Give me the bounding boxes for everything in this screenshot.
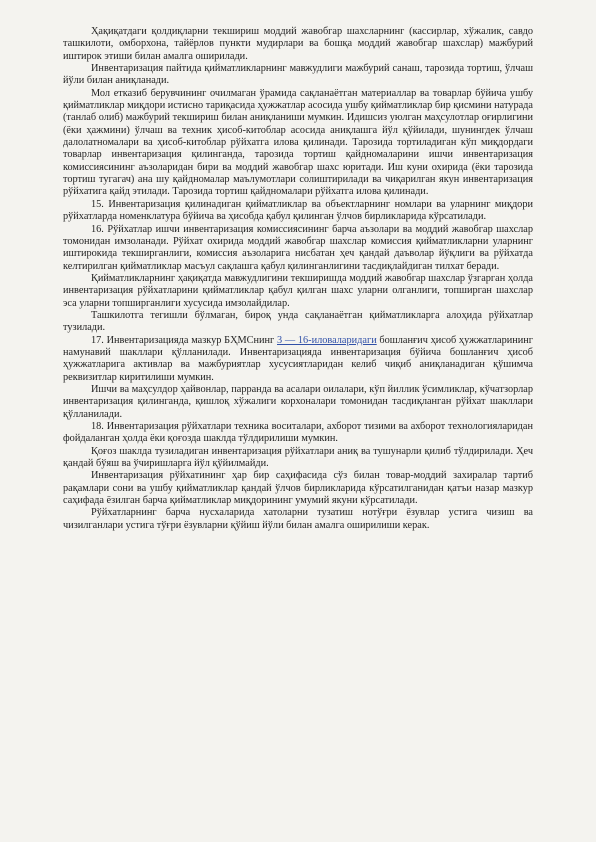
paragraph-text: 17. Инвентаризацияда мазкур БҲМСнинг bbox=[91, 334, 277, 346]
paragraph-text: бошланғич ҳисоб ҳужжатларининг намунавий шакллари қўлланилади. Инвентаризацияда инвентаризация бўйича бошланғич ҳисоб ҳужжатларига активлар ва мажбуриятлар хусусиятларидан келиб чиқиб аниқланадиган қўшимча реквизитлар киритилиши мумкин. bbox=[63, 334, 533, 383]
paragraph: Қоғоз шаклда тузиладиган инвентаризация рўйхатлари аниқ ва тушунарли қилиб тўлдирилади. Ҳеч қандай бўяш ва ўчиришларга йўл қўйилмайди. bbox=[63, 445, 533, 470]
paragraph: Қийматликларнинг ҳақиқатда мавжудлигини текширишда моддий жавобгар шахслар ўзгарган ҳолда инвентаризация рўйхатларини қийматликлар қабул қилган шахс уларни олганлиги, топширган шахслар эса уларни топширганлиги хусусида имзолайдилар. bbox=[63, 272, 533, 309]
appendix-reference-link[interactable]: 3 — 16-иловаларидаги bbox=[277, 334, 377, 346]
paragraph: Инвентаризация пайтида қийматликларнинг мавжудлиги мажбурий санаш, тарозида тортиш, ўлчаш йўли билан аниқланади. bbox=[63, 63, 533, 87]
paragraph: Инвентаризация рўйхатининг ҳар бир саҳифасида сўз билан товар-моддий захиралар тартиб рақамлари сони ва ушбу қийматликлар қандай ўлчов бирликларида кўрсатилганидан қатъи назар мазкур саҳифада ёзилган барча қийматликлар миқдорининг умумий якуни кўрсатилади. bbox=[63, 470, 533, 507]
paragraph: Ишчи ва маҳсулдор ҳайвонлар, парранда ва асалари оилалари, кўп йиллик ўсимликлар, кўчатзорлар инвентаризация қилинганда, қишлоқ хўжалиги корхоналари томонидан тасдиқланган рўйхат шакллари қўлланилади. bbox=[63, 383, 533, 420]
paragraph: Ташкилотга тегишли бўлмаган, бироқ унда сақланаётган қийматликларга алоҳида рўйхатлар тузилади. bbox=[63, 309, 533, 334]
paragraph-section-16: 16. Рўйхатлар ишчи инвентаризация комиссиясининг барча аъзолари ва моддий жавобгар шахслар томонидан имзоланади. Рўйхат охирида моддий жавобгар шахслар комиссия қийматликларни уларнинг иштирокида текширганлиги, комиссия аъзоларига нисбатан ҳеч қандай даъволар йўқлиги ва рўйхатда келтирилган қийматликлар масъул сақлашга қабул қилинганлигини тасдиқлайдиган тилхат беради. bbox=[63, 223, 533, 272]
paragraph-section-17 bbox=[63, 335, 533, 384]
paragraph: Ҳақиқатдаги қолдиқларни текшириш моддий жавобгар шахсларнинг (кассирлар, хўжалик, савдо ташкилоти, омборхона, тайёрлов пункти мудирлари ва бошқа моддий жавобгар шахслар) мажбурий иштирок этиши билан амалга оширилади. bbox=[63, 26, 533, 62]
paragraph: Рўйхатларнинг барча нусхаларида хатоларни тузатиш нотўғри ёзувлар устига чизиш ва чизилганлари устига тўғри ёзувларни қўйиш йўли билан амалга оширилиши керак. bbox=[63, 507, 533, 531]
paragraph: Мол етказиб берувчининг очилмаган ўрамида сақланаётган материаллар ва товарлар бўйича ушбу қийматликлар миқдори истисно тариқасида ҳужжатлар асосида ушбу қийматликлар бир қисмини натурада (танлаб олиб) мажбурий текшириш билан аниқланиши мумкин. Идишсиз уюлган маҳсулотлар оғирлигини (ёки ҳажмини) ўлчаш ва техник ҳисоб-китоблар асосида аниқлашга йўл қўйилади, шунингдек ўлчаш далолатномалари ва ҳисоб-китоблар рўйхатга илова қилинади. Тарозида тортиладиган кўп миқдордаги товарлар инвентаризация қилинганда, тарозида тортиш қайдномаларини ишчи инвентаризация комиссиясининг аъзоларидан бири ва моддий жавобгар шахс юритади. Иш куни охирида (ёки тарозида тортиш тугагач) ана шу қайдномалар маълумотлари солиштирилади ва чиқарилган якун инвентаризация рўйхатига қайд этилади. Тарозида тортиш қайдномалари рўйхатга илова қилинади. bbox=[63, 87, 533, 198]
paragraph-section-15: 15. Инвентаризация қилинадиган қийматликлар ва объектларнинг номлари ва уларнинг миқдори рўйхатларда номенклатура бўйича ва ҳисобда қабул қилинган ўлчов бирликларида кўрсатилади. bbox=[63, 198, 533, 223]
paragraph-section-18: 18. Инвентаризация рўйхатлари техника воситалари, ахборот тизими ва ахборот технологияларидан фойдаланган ҳолда ёки қоғозда шаклда тўлдирилиши мумкин. bbox=[63, 421, 533, 445]
